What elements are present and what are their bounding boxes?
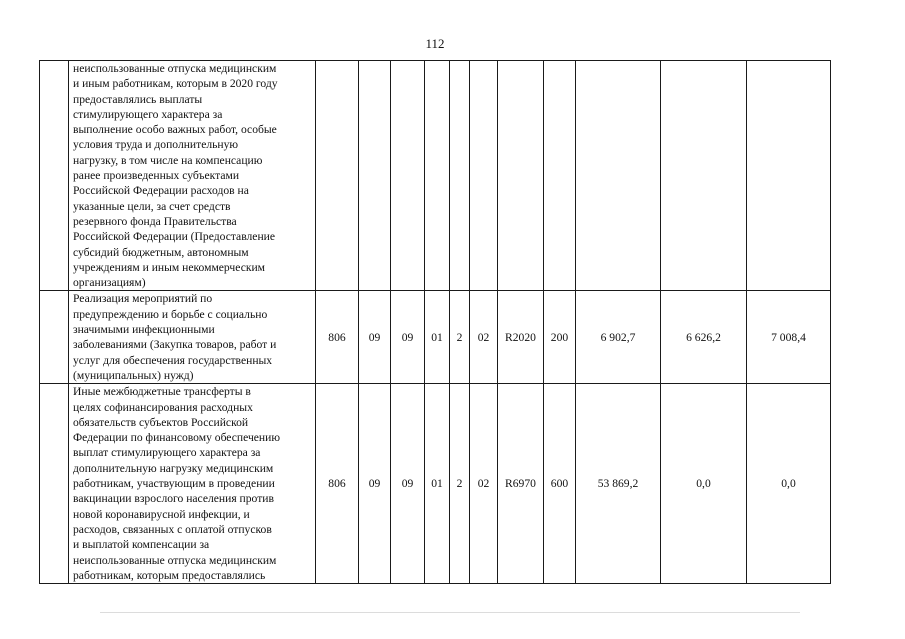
subsection-code-cell: 09 <box>391 291 425 384</box>
amount-1-cell: 6 902,7 <box>576 291 661 384</box>
row-number-cell <box>40 61 69 291</box>
subsection-code-cell: 09 <box>391 384 425 584</box>
budget-table <box>39 60 831 584</box>
amount-3-cell: 0,0 <box>747 384 831 584</box>
main-event-cell: 02 <box>470 384 498 584</box>
table-row <box>40 384 831 584</box>
ministry-code-cell <box>316 61 359 291</box>
ministry-code-cell: 806 <box>316 384 359 584</box>
amount-2-cell <box>661 61 747 291</box>
amount-1-cell <box>576 61 661 291</box>
direction-code-cell: R6970 <box>498 384 544 584</box>
description-cell <box>69 61 316 291</box>
expense-type-cell: 600 <box>544 384 576 584</box>
description-cell <box>69 384 316 584</box>
row-number-cell <box>40 384 69 584</box>
section-code-cell: 09 <box>359 384 391 584</box>
program-code-cell <box>425 61 450 291</box>
program-code-cell: 01 <box>425 291 450 384</box>
table-row <box>40 291 831 384</box>
table-row <box>40 61 831 291</box>
row-number-cell <box>40 291 69 384</box>
ministry-code-cell: 806 <box>316 291 359 384</box>
amount-2-cell: 6 626,2 <box>661 291 747 384</box>
subsection-code-cell <box>391 61 425 291</box>
description-cell <box>69 291 316 384</box>
page-bottom-rule <box>100 612 800 613</box>
subprogram-type-cell: 2 <box>450 291 470 384</box>
description-text: неиспользованные отпуска медицинским и иным работникам, которым в 2020 году предоставлялись выплаты стимулирующего характера за выполнение особо важных работ, особые условия труда и дополнительную нагрузку, в том числе на компенсацию ранее произведенных субъектами Российской Федерации расходов на указанные цели, за счет средств резервного фонда Правительства Российской Федерации (Предоставление субсидий бюджетным, автономным учреждениям и иным некоммерческим организациям) <box>73 62 278 290</box>
page-number: 112 <box>425 36 445 51</box>
section-code-cell: 09 <box>359 291 391 384</box>
subprogram-type-cell <box>450 61 470 291</box>
expense-type-cell <box>544 61 576 291</box>
direction-code-cell <box>498 61 544 291</box>
amount-2-cell: 0,0 <box>661 384 747 584</box>
program-code-cell: 01 <box>425 384 450 584</box>
expense-type-cell: 200 <box>544 291 576 384</box>
description-text: Иные межбюджетные трансферты в целях софинансирования расходных обязательств субъектов Российской Федерации по финансовому обеспечению выплат стимулирующего характера за дополнительную нагрузку медицинским работникам, участвующим в проведении вакцинации взрослого населения против новой коронавирусной инфекции, и расходов, связанных с оплатой отпусков и выплатой компенсации за неиспользованные отпуска медицинским работникам, которым предоставлялись <box>73 385 281 582</box>
section-code-cell <box>359 61 391 291</box>
main-event-cell <box>470 61 498 291</box>
main-event-cell: 02 <box>470 291 498 384</box>
amount-3-cell <box>747 61 831 291</box>
subprogram-type-cell: 2 <box>450 384 470 584</box>
direction-code-cell: R2020 <box>498 291 544 384</box>
description-text: Реализация мероприятий по предупреждению и борьбе с социально значимыми инфекционными заболеваниями (Закупка товаров, работ и услуг для обеспечения государственных (муниципальных) нужд) <box>73 292 277 382</box>
amount-3-cell: 7 008,4 <box>747 291 831 384</box>
amount-1-cell: 53 869,2 <box>576 384 661 584</box>
